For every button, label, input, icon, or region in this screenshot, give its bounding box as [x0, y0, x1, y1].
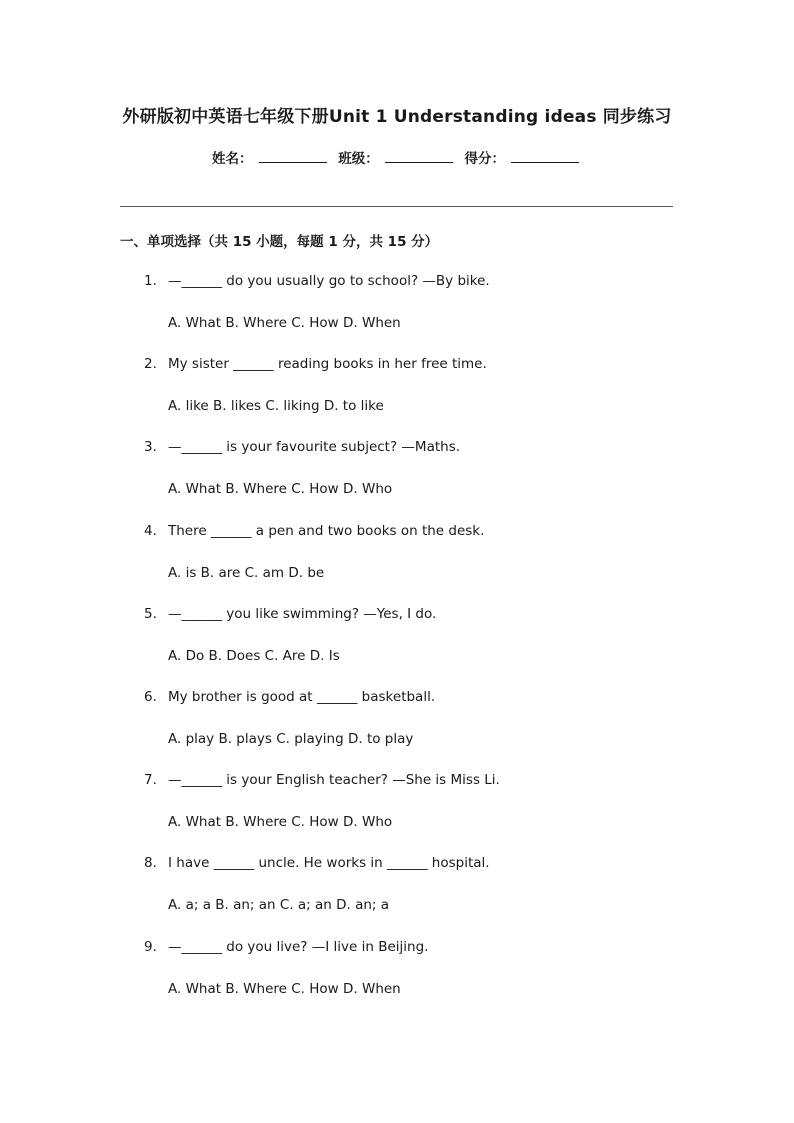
class-label: 班级：	[338, 151, 379, 167]
question-item	[0, 852, 794, 935]
class-blank[interactable]	[385, 150, 453, 163]
page-title: 外研版初中英语七年级下册Unit 1 Understanding ideas 同步练习	[122, 107, 672, 127]
question-stem: —______ you like swimming? —Yes, I do.	[168, 605, 437, 622]
question-stem: My sister ______ reading books in her free time.	[168, 356, 487, 373]
question-item	[0, 353, 794, 436]
question-options: A. What B. Where C. How D. Who	[168, 814, 393, 831]
question-stem: —______ is your English teacher? —She is Miss Li.	[168, 772, 500, 789]
question-stem: —______ do you live? —I live in Beijing.	[168, 938, 429, 955]
question-item	[0, 520, 794, 603]
question-number: 8.	[144, 855, 157, 872]
question-stem: My brother is good at ______ basketball.	[168, 688, 436, 705]
score-label: 得分：	[464, 151, 505, 167]
question-list	[0, 270, 794, 1019]
name-label: 姓名：	[212, 151, 253, 167]
question-number: 2.	[144, 356, 157, 373]
question-number: 7.	[144, 772, 157, 789]
question-options: A. Do B. Does C. Are D. Is	[168, 647, 340, 664]
question-options: A. play B. plays C. playing D. to play	[168, 730, 414, 747]
question-number: 5.	[144, 605, 157, 622]
question-number: 4.	[144, 522, 157, 539]
question-stem: —______ do you usually go to school? —By bike.	[168, 273, 490, 289]
question-item	[0, 270, 794, 353]
question-item	[0, 603, 794, 686]
question-options: A. a; a B. an; an C. a; an D. an; a	[168, 897, 390, 914]
section-heading: 一、单项选择（共 15 小题，每题 1 分，共 15 分）	[120, 234, 439, 250]
question-item	[0, 436, 794, 519]
question-number: 1.	[144, 273, 157, 289]
student-info-line	[0, 147, 794, 167]
question-options: A. What B. Where C. How D. When	[168, 315, 401, 331]
question-stem: There ______ a pen and two books on the desk.	[168, 522, 485, 539]
header-divider	[120, 206, 673, 207]
question-item	[0, 936, 794, 1019]
name-blank[interactable]	[259, 150, 327, 163]
question-number: 6.	[144, 688, 157, 705]
question-item	[0, 769, 794, 852]
question-number: 3.	[144, 439, 157, 456]
score-blank[interactable]	[511, 150, 579, 163]
question-options: A. What B. Where C. How D. Who	[168, 481, 393, 498]
question-stem: —______ is your favourite subject? —Maths.	[168, 439, 461, 456]
question-options: A. is B. are C. am D. be	[168, 564, 325, 581]
question-stem: I have ______ uncle. He works in ______ hospital.	[168, 855, 490, 872]
question-item	[0, 686, 794, 769]
question-options: A. What B. Where C. How D. When	[168, 980, 401, 997]
question-options: A. like B. likes C. liking D. to like	[168, 398, 384, 415]
question-number: 9.	[144, 938, 157, 955]
